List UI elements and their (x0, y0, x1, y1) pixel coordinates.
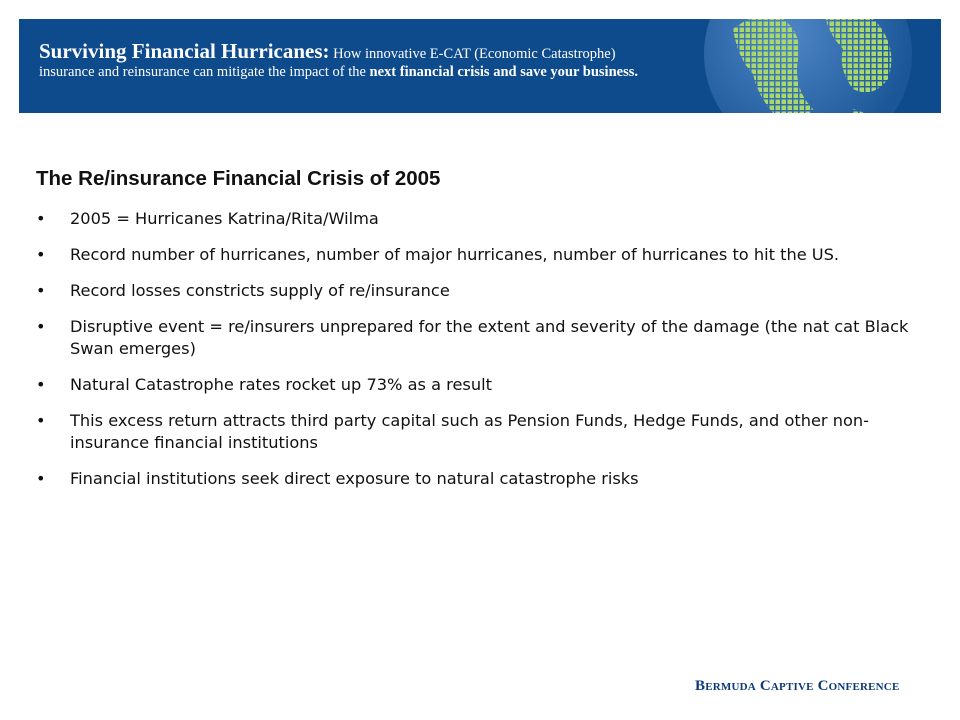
bullet-icon: • (36, 375, 46, 394)
list-item (36, 316, 926, 360)
page-title: The Re/insurance Financial Crisis of 2005 (36, 167, 441, 190)
banner-subtitle: How innovative E-CAT (Economic Catastrophe) (329, 46, 616, 62)
banner-line2-regular: insurance and reinsurance can mitigate the impact of the (39, 64, 370, 81)
list-item (36, 410, 926, 454)
bullet-text: Natural Catastrophe rates rocket up 73% as a result (70, 375, 492, 394)
bullet-text: 2005 = Hurricanes Katrina/Rita/Wilma (70, 209, 379, 228)
list-item (36, 280, 926, 302)
bullet-icon: • (36, 411, 46, 430)
bullet-icon: • (36, 317, 46, 336)
bullet-text: Disruptive event = re/insurers unprepared for the extent and severity of the damage (the nat cat Black Swan emerges) (70, 317, 909, 358)
bullet-list (36, 208, 926, 504)
bullet-icon: • (36, 469, 46, 488)
bullet-icon: • (36, 209, 46, 228)
list-item (36, 208, 926, 230)
title-banner (19, 19, 941, 113)
bullet-text: Record losses constricts supply of re/insurance (70, 281, 450, 300)
bullet-icon: • (36, 281, 46, 300)
banner-line2 (39, 64, 859, 81)
bullet-text: This excess return attracts third party capital such as Pension Funds, Hedge Funds, and other non-insurance financial institutions (70, 411, 869, 452)
banner-text (39, 39, 859, 81)
bullet-text: Record number of hurricanes, number of major hurricanes, number of hurricanes to hit the US. (70, 245, 840, 264)
banner-line2-bold: next financial crisis and save your business. (369, 64, 638, 81)
bullet-text: Financial institutions seek direct exposure to natural catastrophe risks (70, 469, 639, 488)
list-item (36, 374, 926, 396)
bermuda-captive-conference-logo: Bermuda Captive Conference (695, 678, 900, 694)
list-item (36, 468, 926, 490)
bullet-icon: • (36, 245, 46, 264)
banner-title: Surviving Financial Hurricanes: (39, 39, 330, 63)
list-item (36, 244, 926, 266)
